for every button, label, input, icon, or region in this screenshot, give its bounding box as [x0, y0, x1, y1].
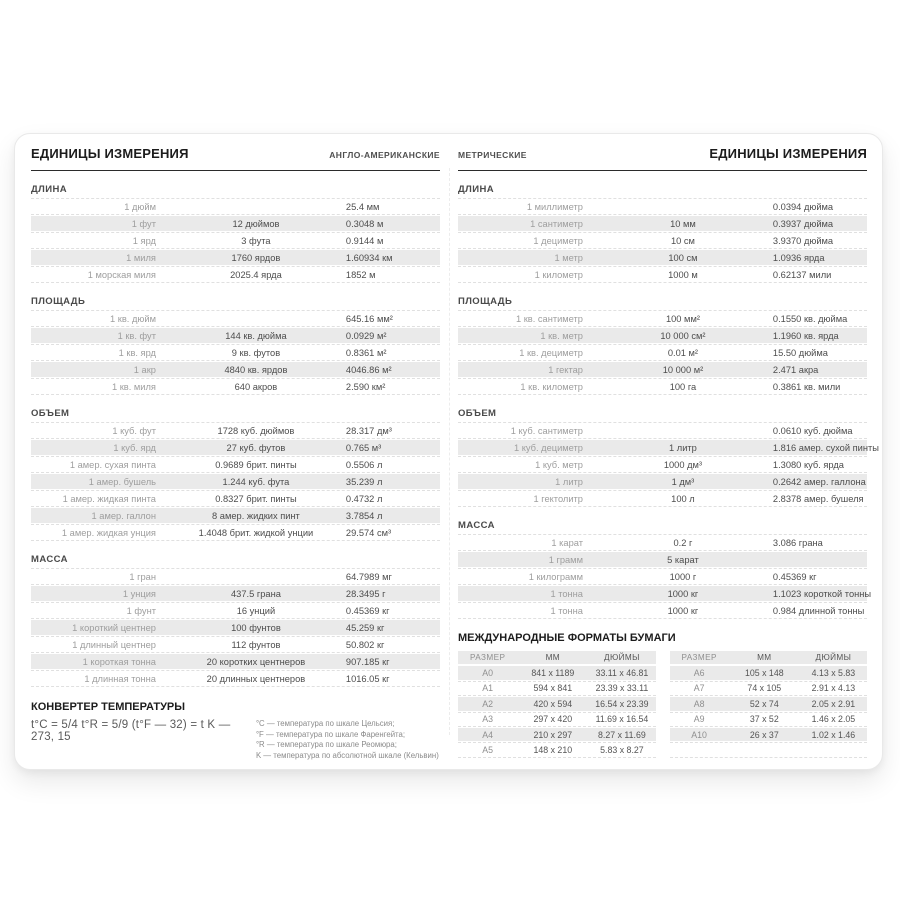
value-cell: 25.4 мм [345, 201, 380, 212]
conversion-table [458, 422, 879, 507]
equivalent-cell: 1 дм³ [671, 476, 695, 487]
table-row [31, 670, 440, 687]
equivalent-cell: 1000 м [668, 269, 698, 280]
column-header-mm: ММ [757, 653, 772, 663]
equivalent-cell: 100 мм² [665, 313, 700, 324]
value-cell: 1.1960 кв. ярда [772, 330, 839, 341]
equivalent-cell: 437.5 грана [231, 588, 281, 599]
table-row [458, 456, 867, 473]
unit-cell: 1 кв. фут [117, 330, 156, 341]
unit-cell: 1 карат [551, 537, 583, 548]
section-title: МАССА [31, 554, 68, 565]
section-title: ПЛОЩАДЬ [31, 296, 86, 307]
conversion-table [458, 534, 872, 619]
value-cell: 1.0936 ярда [772, 252, 825, 263]
equivalent-cell: 1 литр [669, 442, 697, 453]
value-cell: 2.8378 амер. бушеля [772, 493, 864, 504]
value-cell: 0.45369 кг [345, 605, 390, 616]
unit-cell: 1 сантиметр [530, 218, 583, 229]
value-cell: 28.317 дм³ [345, 425, 392, 436]
equivalent-cell: 3 фута [241, 235, 271, 246]
paper-table-row [670, 696, 868, 711]
unit-section [458, 520, 872, 619]
table-row [31, 266, 440, 283]
equivalent-cell: 100 га [669, 381, 697, 392]
paper-formats [458, 632, 867, 758]
table-row [458, 378, 867, 395]
equivalent-cell: 2025.4 ярда [230, 269, 282, 280]
paper-mm-cell: 26 x 37 [749, 729, 779, 740]
conversion-table [458, 310, 867, 395]
unit-cell: 1 амер. сухая пинта [69, 459, 156, 470]
equivalent-cell: 0.01 м² [667, 347, 699, 358]
equivalent-cell: 10 000 м² [662, 364, 704, 375]
value-cell: 1.816 амер. сухой пинты [772, 442, 879, 453]
conversion-table [31, 422, 440, 541]
header-rule [31, 170, 440, 171]
value-cell: 3.7854 л [345, 510, 383, 521]
column-header-size: РАЗМЕР [469, 653, 506, 663]
paper-table-row [670, 681, 868, 696]
paper-size-cell: A6 [693, 668, 705, 679]
equivalent-cell: 8 амер. жидких пинт [212, 510, 300, 521]
table-row [31, 361, 440, 378]
table-row [458, 473, 867, 490]
paper-mm-cell: 841 x 1189 [531, 668, 575, 679]
equivalent-cell: 100 л [671, 493, 695, 504]
column-header-inches: ДЮЙМЫ [815, 653, 852, 663]
value-cell: 4046.86 м² [345, 364, 392, 375]
equivalent-cell: 0.2 г [673, 537, 693, 548]
unit-cell: 1 акр [133, 364, 156, 375]
section-title: ДЛИНА [458, 184, 494, 195]
table-row [458, 249, 867, 266]
paper-size-cell: A9 [693, 714, 705, 725]
value-cell: 0.45369 кг [772, 571, 817, 582]
table-row [458, 439, 879, 456]
paper-table-row [458, 681, 656, 696]
value-cell: 0.0929 м² [345, 330, 387, 341]
unit-cell: 1 дециметр [533, 235, 583, 246]
equivalent-cell: 12 дюймов [232, 218, 280, 229]
table-row [458, 327, 867, 344]
equivalent-cell: 144 кв. дюйма [225, 330, 287, 341]
paper-table-row [458, 742, 656, 757]
unit-cell: 1 длинная тонна [84, 673, 156, 684]
table-row [458, 266, 867, 283]
paper-mm-cell: 37 x 52 [749, 714, 779, 725]
temperature-converter [31, 701, 440, 761]
table-row [458, 490, 867, 507]
page-title: ЕДИНИЦЫ ИЗМЕРЕНИЯ [31, 146, 189, 161]
equivalent-cell: 1728 куб. дюймов [217, 425, 295, 436]
right-page [458, 146, 879, 756]
unit-cell: 1 морская миля [87, 269, 156, 280]
table-row [31, 524, 440, 541]
value-cell: 3.086 грана [772, 537, 823, 548]
paper-size-cell: A1 [482, 683, 493, 694]
unit-cell: 1 фут [131, 218, 156, 229]
unit-cell: 1 литр [555, 476, 583, 487]
unit-section [31, 184, 440, 283]
left-sections [31, 184, 440, 687]
value-cell: 0.9144 м [345, 235, 384, 246]
equivalent-cell: 1000 дм³ [663, 459, 703, 470]
equivalent-cell: 1000 кг [667, 605, 699, 616]
value-cell: 1016.05 кг [345, 673, 390, 684]
page-spread-card [14, 133, 883, 770]
paper-format-tables [458, 650, 867, 758]
value-cell: 645.16 мм² [345, 313, 393, 324]
unit-cell: 1 ярд [132, 235, 156, 246]
paper-size-cell: A5 [482, 745, 493, 756]
conversion-table [31, 198, 440, 283]
paper-size-cell: A0 [482, 668, 493, 679]
equivalent-cell: 10 см [670, 235, 695, 246]
conversion-table [31, 310, 440, 395]
unit-cell: 1 амер. бушель [88, 476, 156, 487]
table-row [458, 344, 867, 361]
equivalent-cell: 112 фунтов [231, 639, 281, 650]
unit-section [31, 296, 440, 395]
right-sections [458, 184, 879, 619]
table-row [31, 327, 440, 344]
temperature-converter-body [31, 719, 440, 761]
unit-cell: 1 куб. сантиметр [510, 425, 583, 436]
paper-table-row [670, 742, 868, 757]
unit-cell: 1 кв. метр [540, 330, 583, 341]
paper-mm-cell: 297 x 420 [533, 714, 573, 725]
equivalent-cell: 20 коротких центнеров [206, 656, 306, 667]
unit-cell: 1 миля [126, 252, 156, 263]
equivalent-cell: 1000 г [669, 571, 697, 582]
value-cell: 0.0394 дюйма [772, 201, 834, 212]
paper-table-header-row [670, 650, 868, 665]
paper-inches-cell: 1.46 x 2.05 [811, 714, 856, 725]
value-cell: 0.3048 м [345, 218, 384, 229]
paper-inches-cell: 33.11 x 46.81 [595, 668, 649, 679]
unit-cell: 1 дюйм [124, 201, 156, 212]
paper-inches-cell: 8.27 x 11.69 [598, 729, 646, 740]
value-cell: 0.8361 м² [345, 347, 387, 358]
table-row [458, 534, 867, 551]
table-row [458, 422, 867, 439]
equivalent-cell: 9 кв. футов [231, 347, 281, 358]
unit-cell: 1 куб. ярд [113, 442, 156, 453]
unit-cell: 1 короткая тонна [82, 656, 156, 667]
paper-table-a0-a5 [458, 650, 656, 758]
left-page [31, 146, 440, 760]
temperature-note-line: °R — температура по шкале Реомюра; [255, 740, 397, 749]
unit-cell: 1 короткий центнер [72, 622, 156, 633]
value-cell: 1.60934 км [345, 252, 393, 263]
table-row [31, 249, 440, 266]
unit-cell: 1 длинный центнер [72, 639, 156, 650]
table-row [458, 310, 867, 327]
paper-table-row [458, 696, 656, 711]
paper-size-cell: A8 [693, 698, 705, 709]
paper-mm-cell: 594 x 841 [533, 683, 573, 694]
page-subtitle: АНГЛО-АМЕРИКАНСКИЕ [329, 150, 440, 160]
table-row [31, 310, 440, 327]
paper-inches-cell: 16.54 x 23.39 [595, 698, 649, 709]
unit-cell: 1 куб. дециметр [514, 442, 583, 453]
unit-cell: 1 километр [534, 269, 583, 280]
unit-cell: 1 кв. дюйм [110, 313, 156, 324]
temperature-notes [256, 719, 440, 761]
table-row [31, 602, 440, 619]
section-title: МАССА [458, 520, 495, 531]
value-cell: 0.1550 кв. дюйма [772, 313, 848, 324]
paper-mm-cell: 210 x 297 [533, 729, 573, 740]
paper-table-row [670, 727, 868, 742]
unit-cell: 1 килограмм [528, 571, 583, 582]
table-row [31, 585, 440, 602]
unit-cell: 1 унция [122, 588, 156, 599]
table-row [458, 602, 867, 619]
page-subtitle: МЕТРИЧЕСКИЕ [458, 150, 527, 160]
table-row [31, 198, 440, 215]
value-cell: 0.3937 дюйма [772, 218, 834, 229]
unit-cell: 1 кв. ярд [118, 347, 156, 358]
equivalent-cell: 27 куб. футов [226, 442, 286, 453]
unit-cell: 1 кв. миля [111, 381, 156, 392]
paper-mm-cell: 420 x 594 [533, 698, 573, 709]
unit-cell: 1 амер. жидкая пинта [62, 493, 156, 504]
paper-mm-cell: 52 x 74 [749, 698, 779, 709]
value-cell: 64.7989 мг [345, 571, 392, 582]
paper-inches-cell: 5.83 x 8.27 [600, 745, 644, 756]
table-row [458, 198, 867, 215]
paper-inches-cell: 23.39 x 33.11 [595, 683, 649, 694]
section-title: ПЛОЩАДЬ [458, 296, 513, 307]
value-cell: 28.3495 г [345, 588, 386, 599]
value-cell: 15.50 дюйма [772, 347, 828, 358]
left-page-header [31, 146, 440, 168]
unit-cell: 1 грамм [548, 554, 583, 565]
conversion-table [458, 198, 867, 283]
unit-cell: 1 гран [129, 571, 156, 582]
value-cell: 0.3861 кв. мили [772, 381, 841, 392]
paper-inches-cell: 2.05 x 2.91 [811, 698, 856, 709]
table-row [31, 422, 440, 439]
unit-cell: 1 амер. галлон [91, 510, 156, 521]
table-row [458, 585, 872, 602]
value-cell: 0.984 длинной тонны [772, 605, 865, 616]
equivalent-cell: 20 длинных центнеров [206, 673, 306, 684]
equivalent-cell: 1760 ярдов [231, 252, 281, 263]
equivalent-cell: 1.4048 брит. жидкой унции [198, 527, 314, 538]
section-title: ОБЪЕМ [31, 408, 70, 419]
unit-cell: 1 миллиметр [526, 201, 583, 212]
section-title: ОБЪЕМ [458, 408, 497, 419]
equivalent-cell: 1.244 куб. фута [222, 476, 290, 487]
temperature-converter-title: КОНВЕРТЕР ТЕМПЕРАТУРЫ [31, 701, 186, 713]
header-rule [458, 170, 867, 171]
equivalent-cell: 4840 кв. ярдов [224, 364, 288, 375]
value-cell: 1.3080 куб. ярда [772, 459, 844, 470]
temperature-note-line: °F — температура по шкале Фаренгейта; [255, 729, 406, 739]
temperature-formula: t°C = 5/4 t°R = 5/9 (t°F — 32) = t K — 273, 15 [31, 719, 231, 743]
unit-cell: 1 гектолитр [533, 493, 583, 504]
value-cell: 0.62137 мили [772, 269, 832, 280]
temperature-note-line: K — температура по абсолютной шкале (Кельвин) [255, 750, 439, 760]
equivalent-cell: 0.8327 брит. пинты [215, 493, 297, 504]
value-cell: 0.765 м³ [345, 442, 382, 453]
value-cell: 0.0610 куб. дюйма [772, 425, 853, 436]
section-title: ДЛИНА [31, 184, 67, 195]
paper-inches-cell: 11.69 x 16.54 [595, 714, 649, 725]
value-cell: 0.2642 амер. галлона [772, 476, 866, 487]
table-row [31, 215, 440, 232]
paper-inches-cell: 4.13 x 5.83 [811, 668, 856, 679]
paper-table-row [670, 712, 868, 727]
equivalent-cell: 10 000 см² [660, 330, 706, 341]
value-cell: 3.9370 дюйма [772, 235, 834, 246]
table-row [458, 361, 867, 378]
table-row [458, 568, 867, 585]
unit-cell: 1 кв. километр [520, 381, 583, 392]
column-header-size: РАЗМЕР [681, 653, 717, 663]
table-row [31, 653, 440, 670]
equivalent-cell: 16 унций [236, 605, 276, 616]
paper-table-header-row [458, 650, 656, 665]
table-row [31, 568, 440, 585]
equivalent-cell: 100 фунтов [231, 622, 281, 633]
equivalent-cell: 10 мм [670, 218, 696, 229]
paper-size-cell: A3 [482, 714, 493, 725]
equivalent-cell: 0.9689 брит. пинты [215, 459, 297, 470]
table-row [31, 344, 440, 361]
unit-section [458, 296, 867, 395]
table-row [31, 473, 440, 490]
paper-table-a6-a10 [670, 650, 868, 758]
unit-cell: 1 метр [554, 252, 583, 263]
value-cell: 29.574 см³ [345, 527, 392, 538]
unit-section [458, 184, 867, 283]
table-row [458, 232, 867, 249]
equivalent-cell: 100 см [668, 252, 698, 263]
table-row [458, 551, 867, 568]
paper-formats-title: МЕЖДУНАРОДНЫЕ ФОРМАТЫ БУМАГИ [458, 632, 676, 644]
paper-mm-cell: 74 x 105 [747, 683, 782, 694]
conversion-table [31, 568, 440, 687]
value-cell: 0.4732 л [345, 493, 383, 504]
value-cell: 1.1023 короткой тонны [772, 588, 872, 599]
value-cell: 2.590 км² [345, 381, 386, 392]
paper-mm-cell: 148 x 210 [533, 745, 573, 756]
value-cell: 35.239 л [345, 476, 383, 487]
unit-section [31, 554, 440, 687]
table-row [31, 456, 440, 473]
value-cell: 0.5506 л [345, 459, 383, 470]
unit-cell: 1 куб. метр [535, 459, 583, 470]
unit-cell: 1 куб. фут [112, 425, 156, 436]
table-row [31, 439, 440, 456]
table-row [31, 378, 440, 395]
unit-cell: 1 кв. дециметр [519, 347, 583, 358]
unit-cell: 1 фунт [126, 605, 156, 616]
value-cell: 50.802 кг [345, 639, 385, 650]
paper-size-cell: A7 [693, 683, 705, 694]
paper-size-cell: A10 [691, 729, 707, 740]
temperature-note-line: °C — температура по шкале Цельсия; [255, 719, 395, 728]
value-cell: 2.471 акра [772, 364, 819, 375]
equivalent-cell: 1000 кг [667, 588, 699, 599]
unit-cell: 1 амер. жидкая унция [61, 527, 156, 538]
paper-table-row [458, 712, 656, 727]
unit-cell: 1 тонна [550, 605, 583, 616]
paper-table-row [670, 665, 868, 680]
right-page-header [458, 146, 867, 168]
table-row [31, 619, 440, 636]
paper-size-cell: A2 [482, 698, 493, 709]
table-row [31, 490, 440, 507]
unit-cell: 1 кв. сантиметр [515, 313, 583, 324]
unit-section [31, 408, 440, 541]
table-row [31, 232, 440, 249]
value-cell: 45.259 кг [345, 622, 385, 633]
paper-table-row [458, 665, 656, 680]
paper-inches-cell: 1.02 x 1.46 [811, 729, 856, 740]
unit-section [458, 408, 879, 507]
column-header-mm: ММ [545, 653, 561, 663]
page-title: ЕДИНИЦЫ ИЗМЕРЕНИЯ [709, 146, 867, 161]
paper-size-cell: A4 [482, 729, 493, 740]
table-row [31, 507, 440, 524]
paper-inches-cell: 2.91 x 4.13 [811, 683, 856, 694]
equivalent-cell: 5 карат [667, 554, 699, 565]
value-cell: 907.185 кг [345, 656, 390, 667]
unit-cell: 1 гектар [548, 364, 583, 375]
value-cell: 1852 м [345, 269, 376, 280]
paper-table-row [458, 727, 656, 742]
table-row [31, 636, 440, 653]
equivalent-cell: 640 акров [234, 381, 278, 392]
table-row [458, 215, 867, 232]
unit-cell: 1 тонна [550, 588, 583, 599]
paper-mm-cell: 105 x 148 [744, 668, 784, 679]
column-header-inches: ДЮЙМЫ [604, 653, 640, 663]
